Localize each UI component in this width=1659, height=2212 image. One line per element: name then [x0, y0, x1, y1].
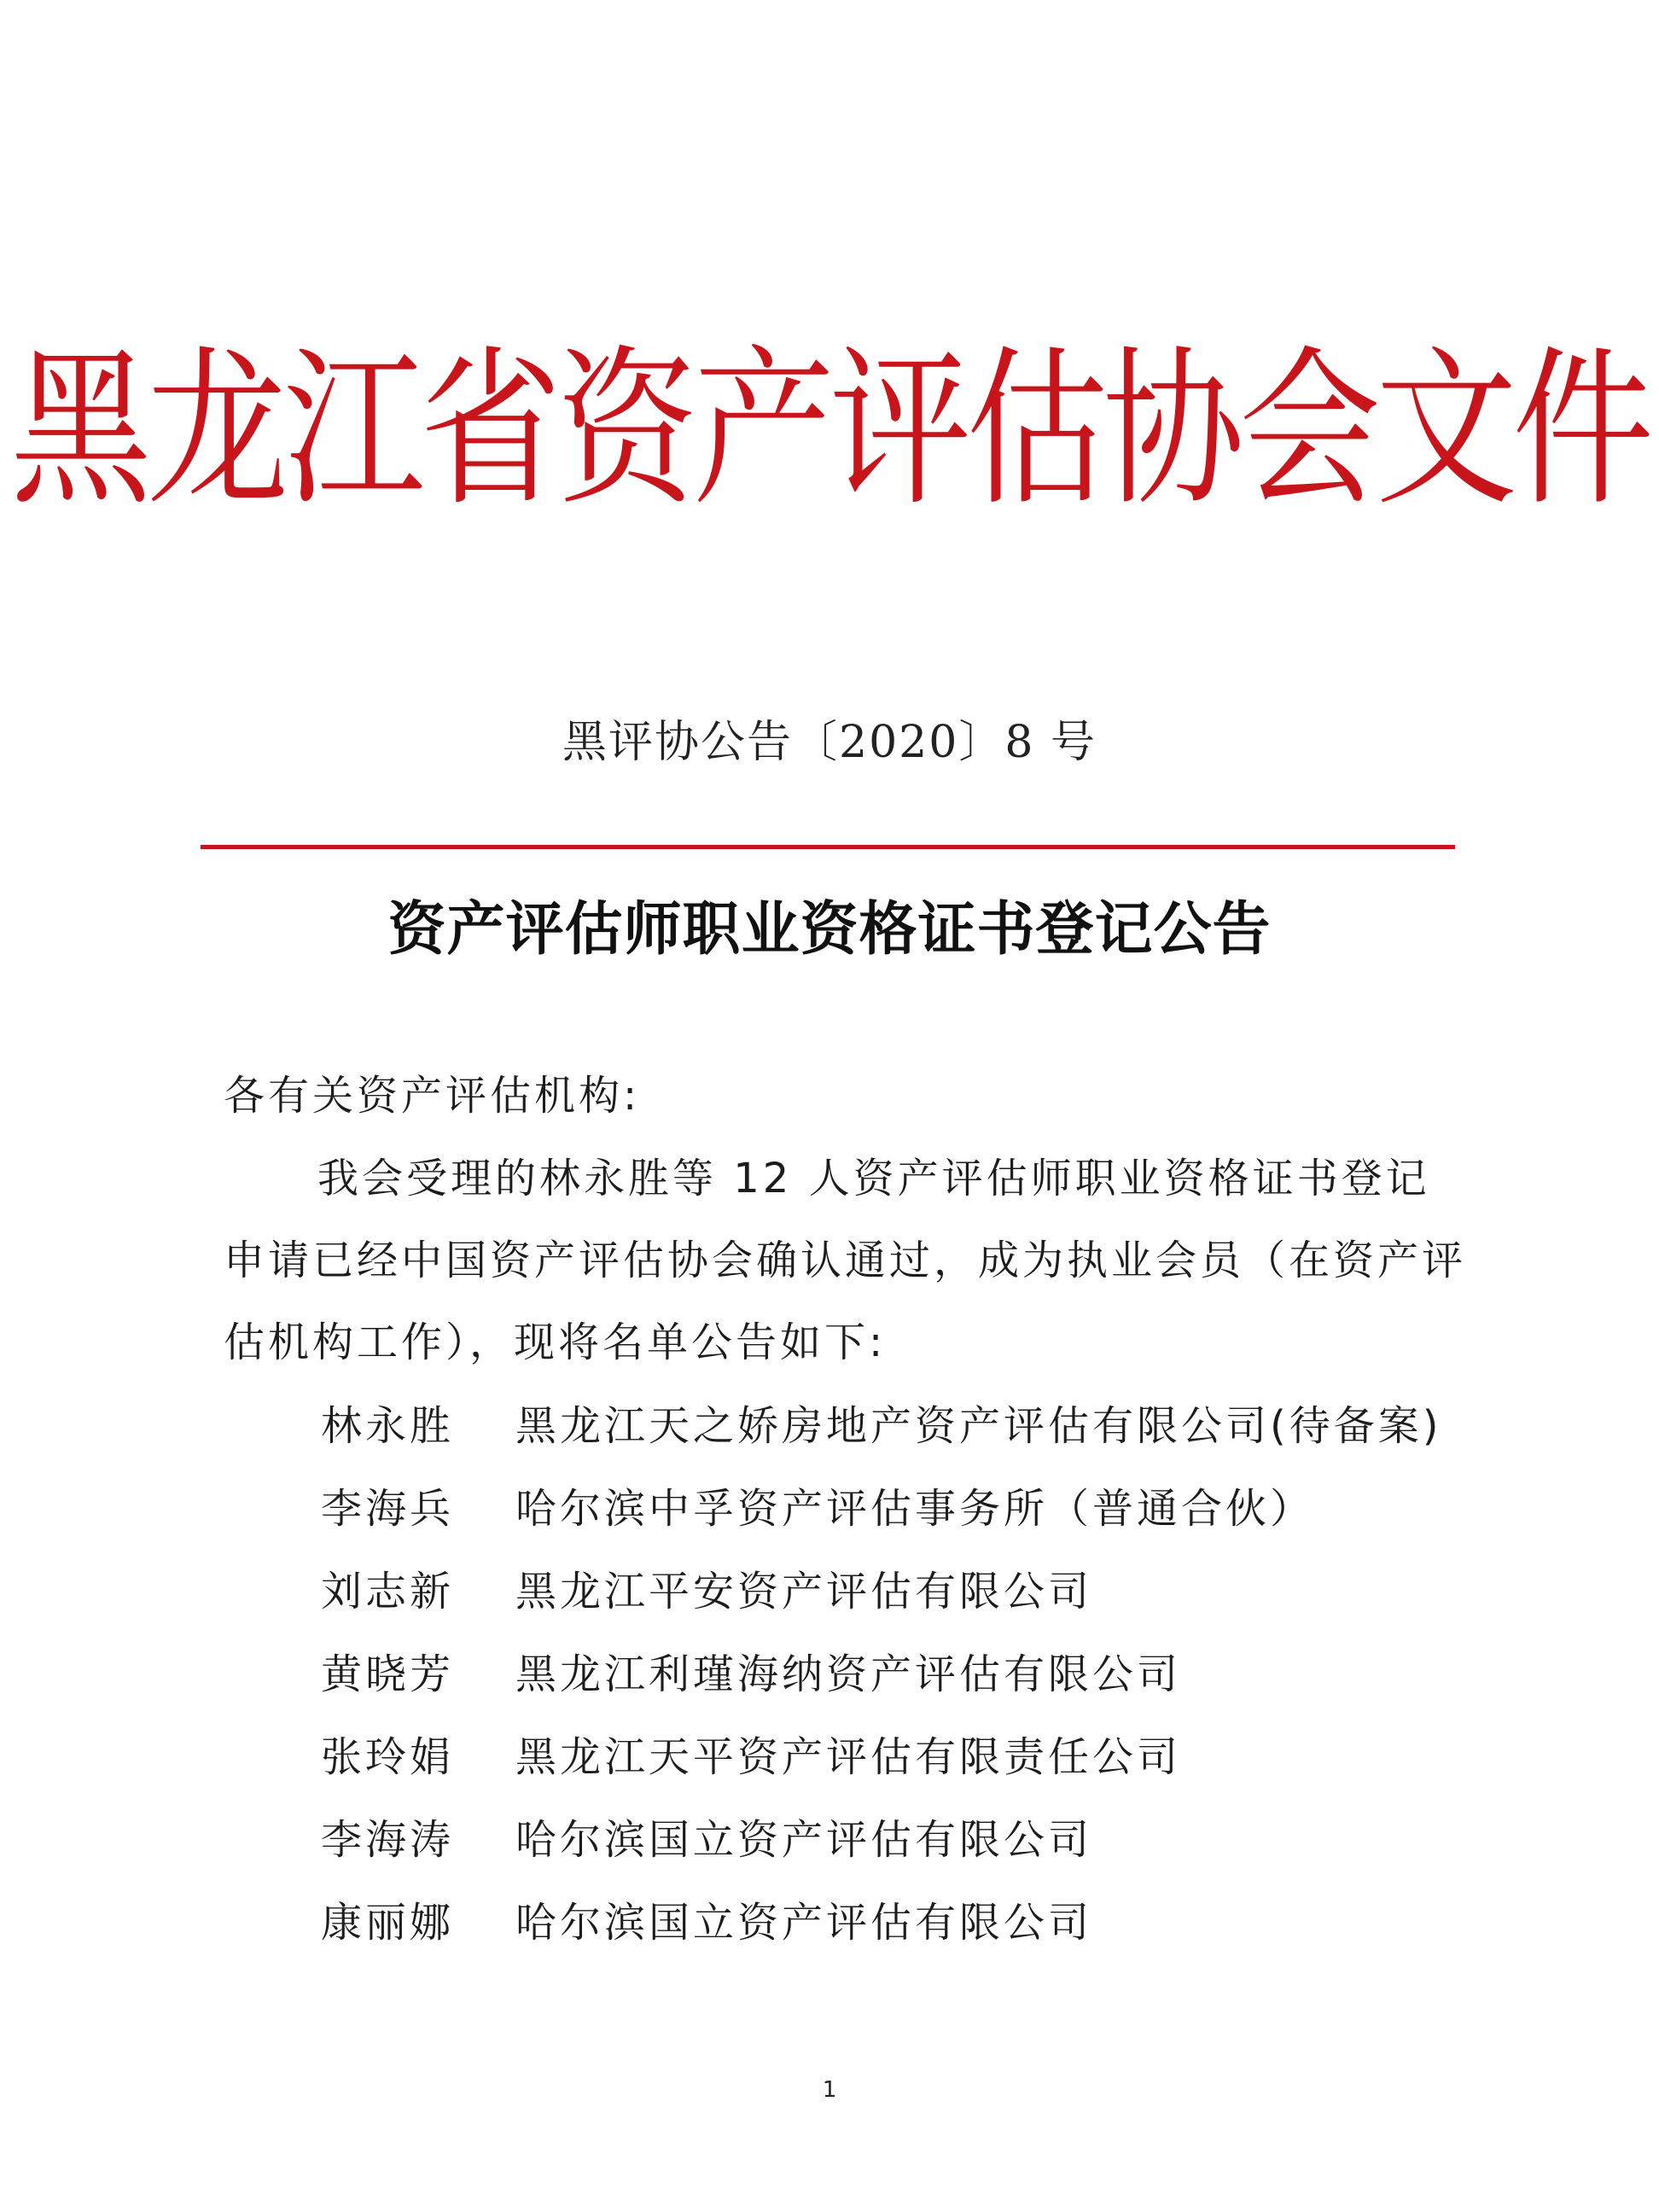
- document-header-title: 黑龙江省资产评估协会文件: [10, 331, 1649, 530]
- roster-row: [321, 1633, 1516, 1716]
- member-name: 黄晓芳: [321, 1650, 455, 1698]
- page-number: 1: [822, 2077, 837, 2103]
- announcement-paragraph: 我会受理的林永胜等 12 人资产评估师职业资格证书登记申请已经中国资产评估协会确认通过，成为执业会员（在资产评估机构工作），现将名单公告如下:: [224, 1155, 1467, 1366]
- roster-row: [321, 1799, 1516, 1882]
- member-organization: 黑龙江天平资产评估有限责任公司: [515, 1733, 1182, 1781]
- member-organization: 哈尔滨国立资产评估有限公司: [515, 1899, 1093, 1947]
- member-organization: 黑龙江天之娇房地产资产评估有限公司(待备案): [515, 1402, 1442, 1450]
- member-name: 林永胜: [321, 1402, 455, 1450]
- notice-title: 资产评估师职业资格证书登记公告: [387, 896, 1272, 963]
- document-number: 黑评协公告〔2020〕8 号: [562, 717, 1097, 768]
- red-divider-rule: [201, 845, 1455, 849]
- member-organization: 哈尔滨中孚资产评估事务所（普通合伙）: [515, 1485, 1315, 1533]
- member-organization: 哈尔滨国立资产评估有限公司: [515, 1816, 1093, 1864]
- member-name: 康丽娜: [321, 1899, 455, 1947]
- member-roster: [321, 1385, 1516, 1965]
- member-organization: 黑龙江平安资产评估有限公司: [515, 1568, 1093, 1615]
- member-organization: 黑龙江利瑾海纳资产评估有限公司: [515, 1650, 1182, 1698]
- member-name: 张玲娟: [321, 1733, 455, 1781]
- member-name: 李海涛: [321, 1816, 455, 1864]
- roster-row: [321, 1551, 1516, 1633]
- member-name: 李海兵: [321, 1485, 455, 1533]
- roster-row: [321, 1468, 1516, 1551]
- member-name: 刘志新: [321, 1568, 455, 1615]
- roster-row: [321, 1882, 1516, 1965]
- salutation: 各有关资产评估机构:: [224, 1072, 641, 1120]
- roster-row: [321, 1716, 1516, 1799]
- roster-row: [321, 1385, 1516, 1468]
